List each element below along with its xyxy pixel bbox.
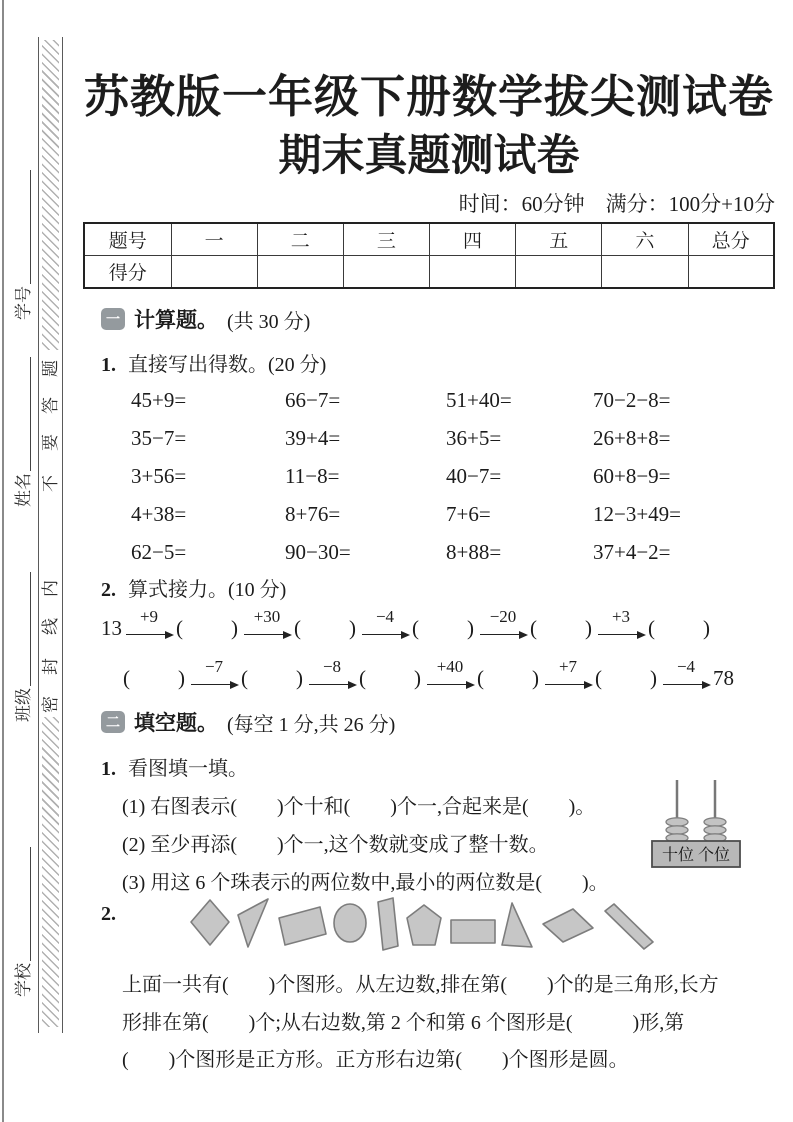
paper-title: 苏教版一年级下册数学拔尖测试卷: [83, 72, 774, 122]
abacus-base-label: 十位 个位: [661, 847, 731, 864]
header-cell: 四: [429, 223, 515, 256]
section-2-points: (每空 1 分,共 26 分): [227, 713, 396, 736]
section-1-title: 计算题。: [134, 308, 218, 332]
question-text: 直接写出得数。(20 分): [128, 354, 327, 376]
score-cell: [257, 256, 343, 289]
shape-triangle-2: [502, 903, 532, 947]
operation-label: +9: [139, 607, 159, 626]
relay-chain-1: [99, 608, 714, 640]
shapes-question-line-3: ( )个图形是正方形。正方形右边第( )个图形是圆。: [122, 1049, 629, 1071]
score-cell: [602, 256, 688, 289]
abacus-beads-tens: [666, 818, 688, 842]
math-problem: 4+38=: [131, 502, 187, 526]
header-cell: 三: [343, 223, 429, 256]
section-2-header: [101, 707, 395, 737]
operation-label: +7: [558, 657, 578, 676]
math-problem: 7+6=: [446, 502, 491, 526]
question-text: 算式接力。(10 分): [128, 579, 287, 601]
hatch-pattern-bottom: [42, 717, 59, 1027]
math-problem: 39+4=: [285, 426, 341, 450]
header-cell: 题号: [84, 223, 171, 256]
operation-label: −8: [322, 657, 342, 676]
student-name-label: 姓名: [14, 473, 34, 507]
arrow-icon: [545, 676, 591, 685]
chain-step: [598, 608, 644, 640]
seal-char: 密: [41, 696, 60, 713]
student-name-line: [30, 357, 31, 471]
operation-label: +30: [253, 607, 281, 626]
class-line: [30, 572, 31, 686]
shapes-row-illustration: [185, 895, 655, 959]
paper-subtitle: 期末真题测试卷: [278, 133, 580, 180]
math-problem: 62−5=: [131, 540, 187, 564]
math-problem: 51+40=: [446, 388, 512, 412]
question-1-2: [101, 573, 286, 602]
score-cell: [171, 256, 257, 289]
arrow-icon: [663, 676, 709, 685]
score-cell: [688, 256, 774, 289]
question-1-1: [101, 348, 326, 377]
math-problem: 70−2−8=: [593, 388, 671, 412]
question-number: 1.: [101, 354, 116, 376]
student-id-label: 学号: [14, 286, 34, 320]
fill-item-3: (3) 用这 6 个珠表示的两位数中,最小的两位数是( )。: [122, 872, 609, 894]
class-field: [10, 572, 34, 722]
chain-end-value: 78: [713, 666, 734, 690]
operation-label: −20: [489, 607, 517, 626]
student-name-field: [10, 357, 34, 507]
math-problem: 37+4−2=: [593, 540, 671, 564]
table-row: [84, 223, 774, 256]
math-problem: 11−8=: [285, 464, 340, 488]
shapes-question-line-1: 上面一共有( )个图形。从左边数,排在第( )个的是三角形,长方: [122, 974, 719, 996]
school-label: 学校: [14, 963, 34, 997]
shapes-question-line-2: 形排在第( )个;从右边数,第 2 个和第 6 个图形是( )形,第: [122, 1012, 685, 1034]
arrow-icon: [309, 676, 355, 685]
operation-label: +3: [611, 607, 631, 626]
page-edge-line: [2, 0, 4, 1122]
student-id-field: [10, 170, 34, 320]
math-problem: 60+8−9=: [593, 464, 671, 488]
fill-item-2: (2) 至少再添( )个一,这个数就变成了整十数。: [122, 834, 549, 856]
operation-label: −4: [375, 607, 395, 626]
math-problem: 40−7=: [446, 464, 502, 488]
chain-step: [545, 658, 591, 690]
abacus-illustration: [649, 778, 743, 872]
chain-step: [244, 608, 290, 640]
section-1-badge: 一: [101, 308, 125, 330]
question-number: 2.: [101, 903, 116, 925]
math-problem: 26+8+8=: [593, 426, 671, 450]
fill-item-1: (1) 右图表示( )个十和( )个一,合起来是( )。: [122, 796, 596, 818]
arrow-icon: [126, 626, 172, 635]
score-table: [83, 222, 775, 289]
shape-parallelogram: [543, 909, 593, 942]
chain-step: [126, 608, 172, 640]
blank-cell: ( ): [648, 616, 712, 640]
chain-step: [362, 608, 408, 640]
chain-step: [663, 658, 709, 690]
math-problem: 8+76=: [285, 502, 341, 526]
blank-cell: ( ): [294, 616, 358, 640]
shape-diamond: [191, 900, 229, 945]
seal-strip: [38, 37, 63, 1033]
section-1-header: [101, 304, 310, 334]
header-cell: 二: [257, 223, 343, 256]
chain-step: [191, 658, 237, 690]
header-cell: 一: [171, 223, 257, 256]
header-cell: 六: [602, 223, 688, 256]
question-text: 看图填一填。: [128, 758, 248, 780]
section-2-title: 填空题。: [134, 711, 218, 735]
blank-cell: ( ): [595, 666, 659, 690]
arrow-icon: [191, 676, 237, 685]
chain-step: [309, 658, 355, 690]
seal-char: 答: [41, 397, 60, 414]
blank-cell: ( ): [176, 616, 240, 640]
seal-char: 不: [41, 475, 60, 492]
question-number: 1.: [101, 758, 116, 780]
seal-char: 内: [41, 580, 60, 597]
student-id-line: [30, 170, 31, 284]
math-problem: 35−7=: [131, 426, 187, 450]
header-cell: 总分: [688, 223, 774, 256]
chain-start-value: 13: [101, 616, 122, 640]
section-1-points: (共 30 分): [227, 310, 311, 333]
direct-calculation-grid: [131, 381, 681, 571]
arrow-icon: [598, 626, 644, 635]
blank-cell: ( ): [123, 666, 187, 690]
seal-char: 封: [41, 658, 60, 675]
score-row-label: 得分: [84, 256, 171, 289]
blank-cell: ( ): [530, 616, 594, 640]
chain-step: [480, 608, 526, 640]
operation-label: −7: [204, 657, 224, 676]
operation-label: −4: [676, 657, 696, 676]
question-number: 2.: [101, 579, 116, 601]
question-2-2: [101, 903, 128, 926]
seal-char: 题: [41, 360, 60, 377]
math-problem: 8+88=: [446, 540, 502, 564]
math-problem: 36+5=: [446, 426, 502, 450]
seal-char: 要: [41, 434, 60, 451]
operation-label: +40: [436, 657, 464, 676]
arrow-icon: [362, 626, 408, 635]
school-field: [10, 847, 34, 997]
arrow-icon: [244, 626, 290, 635]
table-row: [84, 256, 774, 289]
blank-cell: ( ): [359, 666, 423, 690]
shape-pentagon: [407, 905, 441, 945]
score-cell: [516, 256, 602, 289]
math-problem: 12−3+49=: [593, 502, 682, 526]
math-problem: 66−7=: [285, 388, 341, 412]
seal-char: 线: [41, 618, 60, 635]
blank-cell: ( ): [241, 666, 305, 690]
school-line: [30, 847, 31, 961]
math-problem: 3+56=: [131, 464, 187, 488]
arrow-icon: [427, 676, 473, 685]
time-score-info: 时间：60分钟 满分：100分+10分: [458, 192, 775, 216]
header-cell: 五: [516, 223, 602, 256]
shape-slanted-bar: [605, 904, 653, 949]
relay-chain-2: [121, 658, 736, 690]
arrow-icon: [480, 626, 526, 635]
math-problem: 45+9=: [131, 388, 187, 412]
math-problem: 90−30=: [285, 540, 351, 564]
hatch-pattern-top: [42, 40, 59, 350]
section-2-badge: 二: [101, 711, 125, 733]
chain-step: [427, 658, 473, 690]
abacus-beads-ones: [704, 818, 726, 842]
score-cell: [429, 256, 515, 289]
score-cell: [343, 256, 429, 289]
blank-cell: ( ): [477, 666, 541, 690]
shape-tilted-rectangle: [279, 907, 326, 945]
shape-rectangle: [451, 920, 495, 943]
blank-cell: ( ): [412, 616, 476, 640]
question-2-1: [101, 752, 248, 781]
shape-triangle: [238, 899, 268, 947]
class-label: 班级: [14, 688, 34, 722]
shape-slanted-tall-rectangle: [378, 898, 398, 950]
shape-circle: [334, 904, 366, 942]
